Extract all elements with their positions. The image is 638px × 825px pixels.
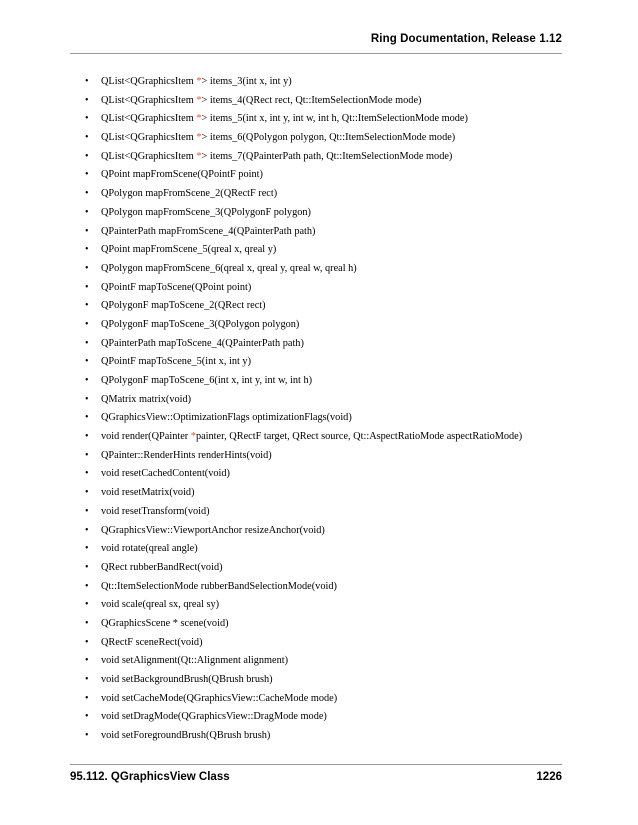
method-list-item bbox=[85, 409, 522, 428]
method-list-item bbox=[85, 279, 522, 298]
method-list-item bbox=[85, 447, 522, 466]
method-list-item bbox=[85, 335, 522, 354]
method-list-item bbox=[85, 73, 522, 92]
method-list-item bbox=[85, 578, 522, 597]
method-signature-start: QList<QGraphicsItem bbox=[101, 150, 197, 162]
pointer-star: * bbox=[196, 76, 202, 87]
method-list-item bbox=[85, 166, 522, 185]
method-signature-start: QPolygon mapFromScene_6(qreal x, qreal y, qreal w, qreal h) bbox=[101, 262, 357, 274]
method-signature-start: QMatrix matrix(void) bbox=[101, 393, 192, 405]
method-signature-start: QPoint mapFromScene(QPointF point) bbox=[101, 169, 263, 181]
method-signature-start: void rotate(qreal angle) bbox=[101, 543, 198, 555]
page-number: 1226 bbox=[536, 771, 562, 783]
pointer-star: * bbox=[196, 94, 202, 106]
footer-divider bbox=[70, 764, 562, 765]
method-list-item bbox=[85, 316, 522, 335]
method-list-item bbox=[85, 372, 522, 391]
method-signature-end: > items_7(QPainterPath path, Qt::ItemSelectionMode mode) bbox=[201, 150, 453, 162]
method-list-item bbox=[85, 223, 522, 242]
method-signature-start: QPainterPath mapFromScene_4(QPainterPath path) bbox=[101, 225, 316, 237]
method-signature-start: QList<QGraphicsItem bbox=[101, 113, 197, 125]
method-signature-start: QPainterPath mapToScene_4(QPainterPath path) bbox=[101, 337, 304, 349]
method-signature-start: QList<QGraphicsItem bbox=[101, 94, 197, 106]
method-signature-start: QPointF mapToScene_5(int x, int y) bbox=[101, 356, 252, 368]
method-signature-end: painter, QRectF target, QRect source, Qt::AspectRatioMode aspectRatioMode) bbox=[195, 431, 523, 443]
method-signature-start: QList<QGraphicsItem bbox=[101, 76, 197, 87]
method-list-item bbox=[85, 484, 522, 503]
method-signature-end: > items_6(QPolygon polygon, Qt::ItemSelectionMode mode) bbox=[201, 132, 456, 144]
method-list-item bbox=[85, 727, 522, 746]
method-list-item bbox=[85, 540, 522, 559]
method-signature-start: QPointF mapToScene(QPoint point) bbox=[101, 281, 252, 293]
method-signature-start: void setAlignment(Qt::Alignment alignment) bbox=[101, 655, 289, 667]
method-signature-start: void resetCachedContent(void) bbox=[101, 468, 230, 480]
method-list-item bbox=[85, 708, 522, 727]
method-signature-start: QPolygonF mapToScene_3(QPolygon polygon) bbox=[101, 318, 300, 330]
pointer-star: * bbox=[196, 113, 202, 125]
method-signature-start: QGraphicsView::OptimizationFlags optimizationFlags(void) bbox=[101, 412, 352, 424]
method-list-item bbox=[85, 503, 522, 522]
method-signature-start: void setBackgroundBrush(QBrush brush) bbox=[101, 674, 273, 685]
method-list-item bbox=[85, 596, 522, 615]
method-signature-end: > items_5(int x, int y, int w, int h, Qt::ItemSelectionMode mode) bbox=[201, 113, 468, 125]
method-list-item bbox=[85, 690, 522, 709]
method-list-item bbox=[85, 465, 522, 484]
method-list-item bbox=[85, 110, 522, 129]
running-header-title: Ring Documentation, Release 1.12 bbox=[370, 33, 562, 45]
method-list-item bbox=[85, 204, 522, 223]
method-signature-start: QPolygonF mapToScene_2(QRect rect) bbox=[101, 300, 266, 312]
method-list-item bbox=[85, 615, 522, 634]
method-signature-start: QRectF sceneRect(void) bbox=[101, 636, 203, 648]
header-divider bbox=[70, 53, 562, 54]
method-signature-start: void resetMatrix(void) bbox=[101, 487, 195, 499]
method-list-item bbox=[85, 634, 522, 653]
method-signature-start: QGraphicsView::ViewportAnchor resizeAnchor(void) bbox=[101, 524, 325, 536]
method-list-item bbox=[85, 241, 522, 260]
method-signature-end: > items_3(int x, int y) bbox=[201, 76, 292, 87]
method-list-item bbox=[85, 428, 522, 447]
pointer-star: * bbox=[190, 431, 196, 443]
method-signature-start: QRect rubberBandRect(void) bbox=[101, 561, 223, 573]
method-list-item bbox=[85, 148, 522, 167]
method-signature-start: void setForegroundBrush(QBrush brush) bbox=[101, 730, 271, 742]
pointer-star: * bbox=[196, 150, 202, 162]
method-list-item bbox=[85, 260, 522, 279]
method-list-item bbox=[85, 185, 522, 204]
method-list bbox=[85, 73, 522, 746]
method-signature-end: > items_4(QRect rect, Qt::ItemSelectionMode mode) bbox=[201, 94, 422, 106]
pointer-star: * bbox=[196, 132, 202, 144]
method-list-item bbox=[85, 391, 522, 410]
method-list-item bbox=[85, 671, 522, 690]
method-signature-start: void setCacheMode(QGraphicsView::CacheMode mode) bbox=[101, 692, 338, 704]
method-signature-start: QPolygon mapFromScene_2(QRectF rect) bbox=[101, 188, 278, 200]
method-signature-start: void resetTransform(void) bbox=[101, 505, 210, 517]
method-list-item bbox=[85, 92, 522, 111]
method-signature-start: QPolygon mapFromScene_3(QPolygonF polygon) bbox=[101, 206, 311, 218]
method-signature-start: void scale(qreal sx, qreal sy) bbox=[101, 599, 220, 611]
method-signature-start: QPoint mapFromScene_5(qreal x, qreal y) bbox=[101, 244, 277, 256]
method-signature-start: QList<QGraphicsItem bbox=[101, 132, 197, 144]
method-signature-start: QPolygonF mapToScene_6(int x, int y, int w, int h) bbox=[101, 375, 313, 386]
method-list-item bbox=[85, 353, 522, 372]
method-list-item bbox=[85, 522, 522, 541]
method-signature-start: void setDragMode(QGraphicsView::DragMode mode) bbox=[101, 711, 327, 723]
method-signature-start: QGraphicsScene * scene(void) bbox=[101, 617, 229, 629]
method-list-item bbox=[85, 297, 522, 316]
method-signature-start: Qt::ItemSelectionMode rubberBandSelectionMode(void) bbox=[101, 580, 337, 592]
footer-section-title: 95.112. QGraphicsView Class bbox=[70, 771, 230, 783]
method-signature-start: QPainter::RenderHints renderHints(void) bbox=[101, 449, 272, 461]
method-list-item bbox=[85, 129, 522, 148]
method-list-item bbox=[85, 559, 522, 578]
method-list-item bbox=[85, 652, 522, 671]
method-signature-start: void render(QPainter bbox=[101, 431, 191, 443]
